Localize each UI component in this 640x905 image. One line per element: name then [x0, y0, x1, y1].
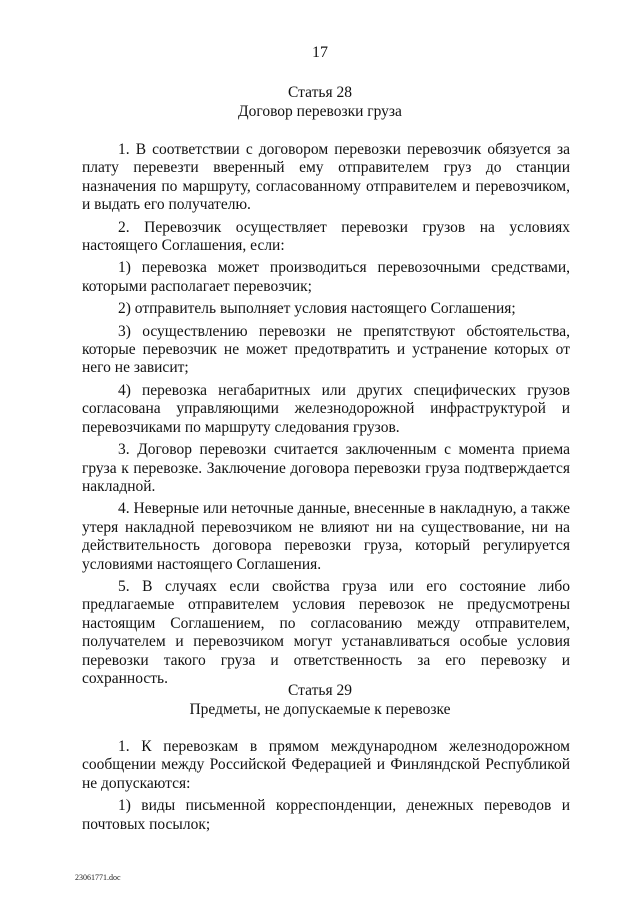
footer-file-name: 23061771.doc	[75, 873, 121, 882]
article-29-heading	[0, 681, 640, 719]
article-28-title: Договор перевозки груза	[238, 103, 402, 120]
paragraph: 2) отправитель выполняет условия настоящего Соглашения;	[118, 300, 516, 318]
article-29-number: Статья 29	[288, 682, 352, 699]
paragraph: 1. В соответствии с договором перевозки перевозчик обязуется за плату перевезти вверенный ему отправителем груз до станции назначения по маршруту, согласованному отправителем и перевозчиком, и выдать его получателю.	[82, 141, 570, 214]
page-number: 17	[312, 44, 328, 61]
paragraph: 1. К перевозкам в прямом международном железнодорожном сообщении между Российской Федерацией и Финляндской Республикой не допускаются:	[82, 738, 570, 792]
paragraph: 1) перевозка может производиться перевозочными средствами, которыми располагает перевозчик;	[82, 259, 570, 295]
paragraph: 3. Договор перевозки считается заключенным с момента приема груза к перевозке. Заключение договора перевозки груза подтверждается накладной.	[82, 441, 570, 495]
paragraph: 5. В случаях если свойства груза или его состояние либо предлагаемые отправителем условия перевозок не предусмотрены настоящим Соглашением, по согласованию между отправителем, получателем и перевозчиком могут устанавливаться особые условия перевозки такого груза и ответственность за его перевозку и сохранность.	[82, 577, 570, 687]
paragraph: 2. Перевозчик осуществляет перевозки грузов на условиях настоящего Соглашения, если:	[82, 218, 570, 255]
article-28-heading	[0, 83, 640, 121]
article-29-title: Предметы, не допускаемые к перевозке	[189, 701, 451, 718]
paragraph: 4. Неверные или неточные данные, внесенные в накладную, а также утеря накладной перевозчиком не влияют ни на существование, ни на действительность договора перевозки груза, который регулируется условиями настоящего Соглашения.	[82, 500, 570, 573]
article-28-body	[82, 141, 570, 692]
article-28-number: Статья 28	[288, 84, 352, 101]
paragraph: 4) перевозка негабаритных или других специфических грузов согласована управляющими железнодорожной инфраструктурой и перевозчиками по маршруту следования грузов.	[82, 381, 570, 436]
paragraph: 1) виды письменной корреспонденции, денежных переводов и почтовых посылок;	[82, 797, 570, 833]
article-29-body	[82, 738, 570, 838]
paragraph: 3) осуществлению перевозки не препятствуют обстоятельства, которые перевозчик не может предотвратить и устранение которых от него не зависит;	[82, 322, 570, 377]
